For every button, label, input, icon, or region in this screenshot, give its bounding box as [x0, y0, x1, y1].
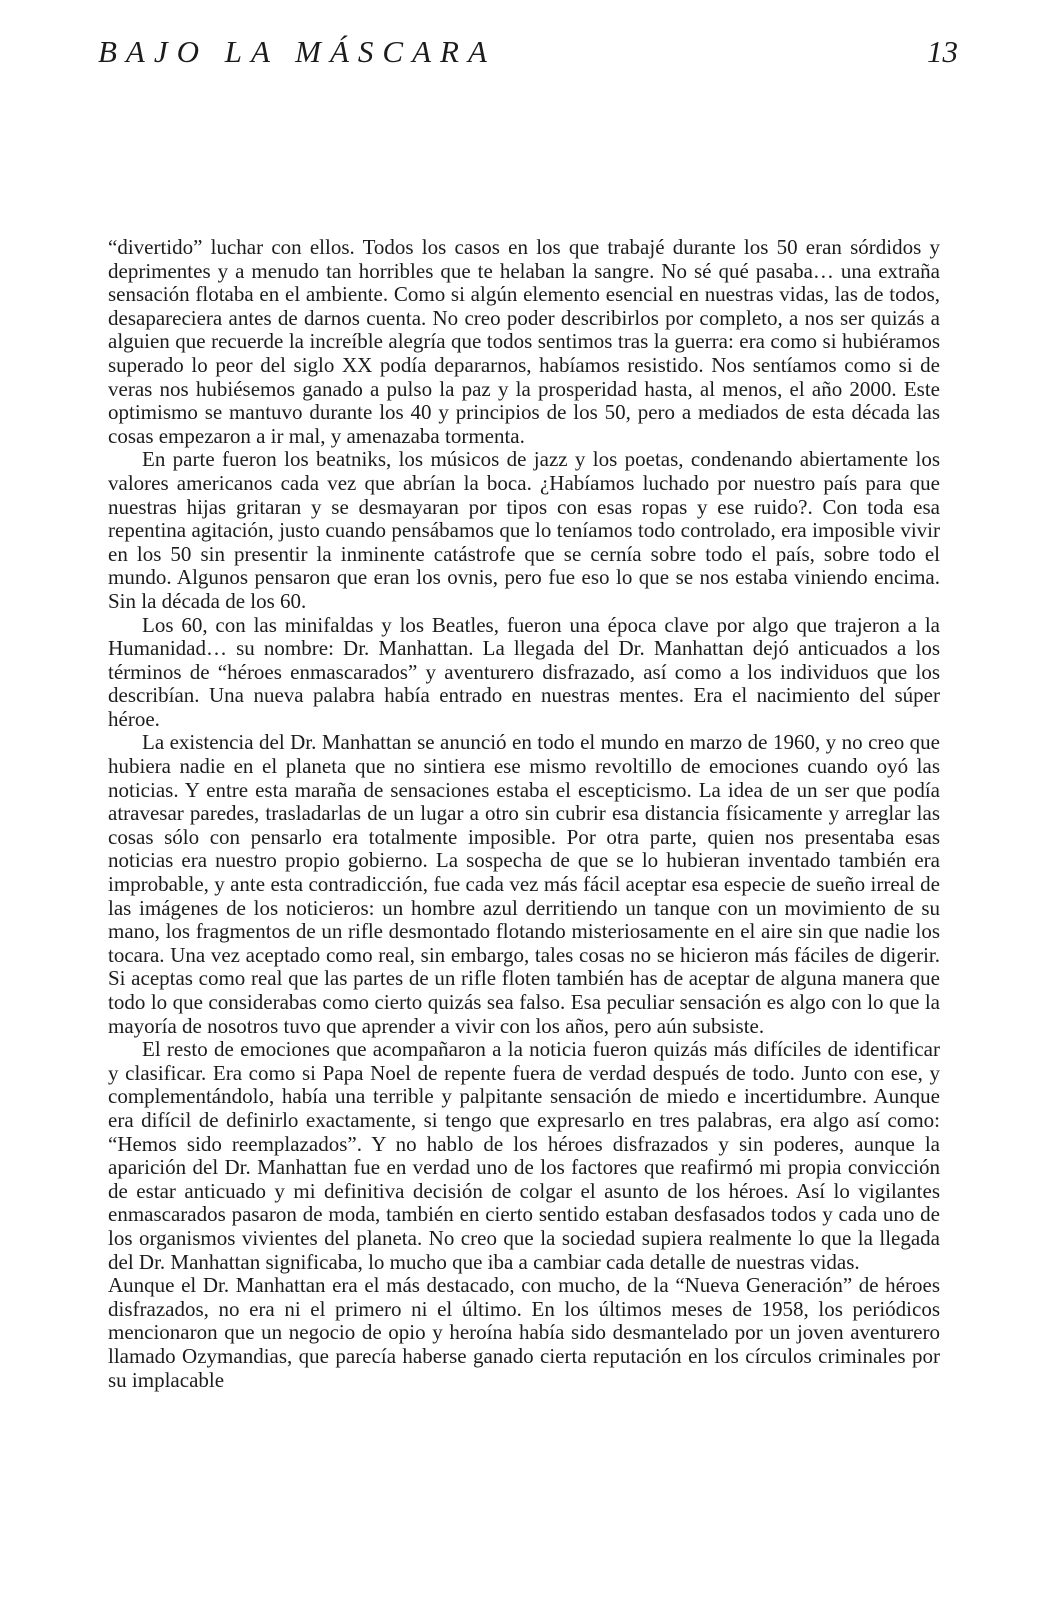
paragraph-1: “divertido” luchar con ellos. Todos los casos en los que trabajé durante los 50 eran sórdidos y deprimentes y a menudo tan horribles que te helaban la sangre. No sé qué pasaba… una extraña sensación flotaba en el ambiente. Como si algún elemento esencial en nuestras vidas, las de todos, desapareciera antes de darnos cuenta. No creo poder describirlos por completo, a nos ser quizás a alguien que recuerde la increíble alegría que todos sentimos tras la guerra: era como si hubiéramos superado lo peor del siglo XX podía depararnos, habíamos resistido. Nos sentíamos como si de veras nos hubiésemos ganado a pulso la paz y la prosperidad hasta, al menos, el año 2000. Este optimismo se mantuvo durante los 40 y principios de los 50, pero a mediados de esta década las cosas empezaron a ir mal, y amenazaba tormenta.	[108, 235, 940, 448]
paragraph-5: El resto de emociones que acompañaron a la noticia fueron quizás más difíciles de identificar y clasificar. Era como si Papa Noel de repente fuera de verdad después de todo. Junto con ese, y complementándolo, había una terrible y palpitante sensación de miedo e incertidumbre. Aunque era difícil de definirlo exactamente, si tengo que expresarlo en tres palabras, era algo así como: “Hemos sido reemplazados”. Y no hablo de los héroes disfrazados y sin poderes, aunque la aparición del Dr. Manhattan fue en verdad uno de los factores que reafirmó mi propia convicción de estar anticuado y mi definitiva decisión de colgar el asunto de los héroes. Así lo vigilantes enmascarados pasaron de moda, también en cierto sentido estaban desfasados todos y cada uno de los organismos vivientes del planeta. No creo que la sociedad supiera realmente lo que la llegada del Dr. Manhattan significaba, lo mucho que iba a cambiar cada detalle de nuestras vidas.	[108, 1037, 940, 1274]
page-number: 13	[927, 34, 958, 69]
paragraph-6: Aunque el Dr. Manhattan era el más destacado, con mucho, de la “Nueva Generación” de héroes disfrazados, no era ni el primero ni el último. En los últimos meses de 1958, los periódicos mencionaron que un negocio de opio y heroína había sido desmantelado por un joven aventurero llamado Ozymandias, que parecía haberse ganado cierta reputación en los círculos criminales por su implacable	[108, 1273, 940, 1392]
running-title: BAJO LA MÁSCARA	[98, 34, 496, 69]
paragraph-3: Los 60, con las minifaldas y los Beatles, fueron una época clave por algo que trajeron a la Humanidad… su nombre: Dr. Manhattan. La llegada del Dr. Manhattan dejó anticuados a los términos de “héroes enmascarados” y aventurero disfrazado, así como a los individuos que los describían. Una nueva palabra había entrado en nuestras mentes. Era el nacimiento del súper héroe.	[108, 612, 940, 731]
paragraph-4: La existencia del Dr. Manhattan se anunció en todo el mundo en marzo de 1960, y no creo que hubiera nadie en el planeta que no sintiera ese mismo revoltillo de emociones cuando oyó las noticias. Y entre esta maraña de sensaciones estaba el escepticismo. La idea de un ser que podía atravesar paredes, trasladarlas de un lugar a otro sin cubrir esa distancia físicamente y arreglar las cosas sólo con pensarlo era totalmente imposible. Por otra parte, quien nos presentaba esas noticias era nuestro propio gobierno. La sospecha de que se lo hubieran inventado también era improbable, y ante esta contradicción, fue cada vez más fácil aceptar esa especie de sueño irreal de las imágenes de los noticieros: un hombre azul derritiendo un tanque con un movimiento de su mano, los fragmentos de un rifle desmontado flotando misteriosamente en el aire sin que nadie los tocara. Una vez aceptado como real, sin embargo, tales cosas no se hicieron más fáciles de digerir. Si aceptas como real que las partes de un rifle floten también has de aceptar de alguna manera que todo lo que considerabas como cierto quizás sea falso. Esa peculiar sensación es algo con lo que la mayoría de nosotros tuvo que aprender a vivir con los años, pero aún subsiste.	[108, 730, 940, 1038]
body-text	[108, 236, 940, 1392]
paragraph-2: En parte fueron los beatniks, los músicos de jazz y los poetas, condenando abiertamente los valores americanos cada vez que abrían la boca. ¿Habíamos luchado por nuestro país para que nuestras hijas gritaran y se desmayaran por tipos con esas ropas y ese ruido?. Con toda esa repentina agitación, justo cuando pensábamos que lo teníamos todo controlado, era imposible vivir en los 50 sin presentir la inminente catástrofe que se cernía sobre todo el país, sobre todo el mundo. Algunos pensaron que eran los ovnis, pero fue eso lo que se nos estaba viniendo encima. Sin la década de los 60.	[108, 447, 940, 613]
running-header	[98, 34, 958, 84]
